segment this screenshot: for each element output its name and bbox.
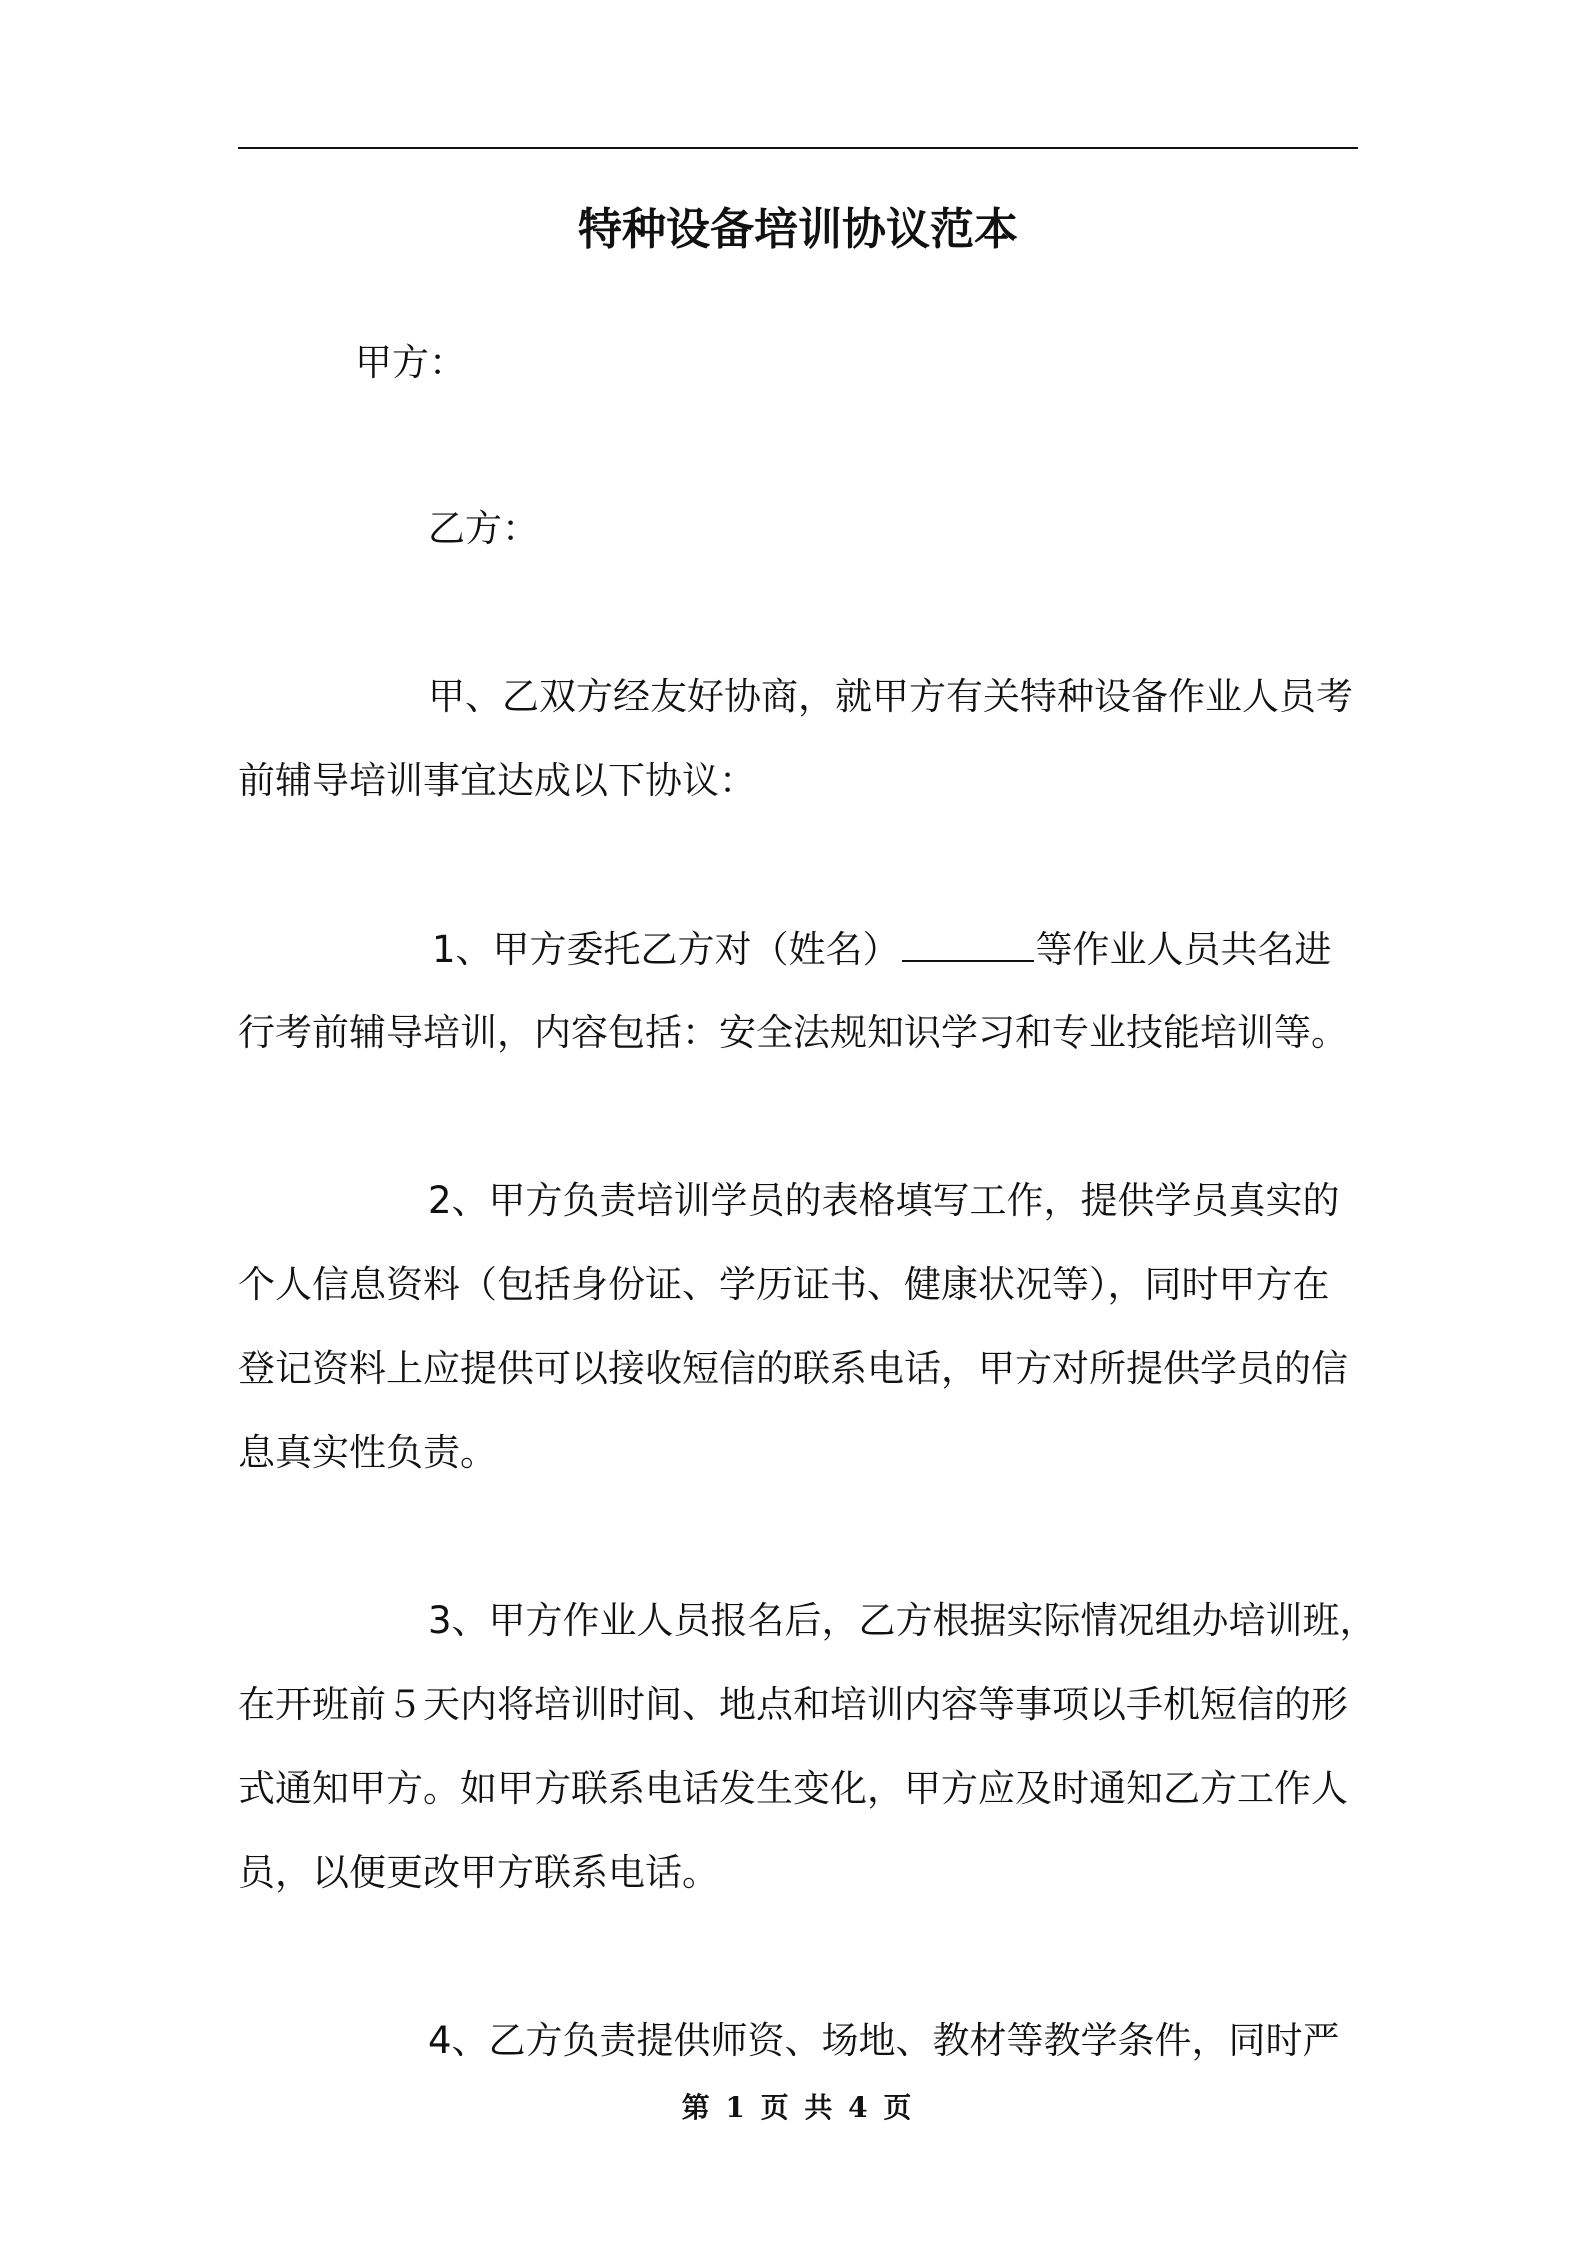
clause-3-line-1: 3、甲方作业人员报名后，乙方根据实际情况组办培训班， (428, 1599, 1377, 1642)
clause-2-line-4: 息真实性负责。 (238, 1431, 497, 1474)
intro-line-2: 前辅导培训事宜达成以下协议： (238, 759, 756, 802)
clause-2-line-2: 个人信息资料（包括身份证、学历证书、健康状况等），同时甲方在 (238, 1263, 1330, 1306)
document-title: 特种设备培训协议范本 (578, 204, 1018, 255)
clause-3-line-4: 员，以便更改甲方联系电话。 (238, 1851, 719, 1894)
clause-3-line-3: 式通知甲方。如甲方联系电话发生变化，甲方应及时通知乙方工作人 (238, 1767, 1348, 1810)
clause-3-line-2: 在开班前５天内将培训时间、地点和培训内容等事项以手机短信的形 (238, 1683, 1348, 1726)
clause-2-line-3: 登记资料上应提供可以接收短信的联系电话，甲方对所提供学员的信 (238, 1347, 1348, 1390)
party-a-label: 甲方： (355, 341, 466, 384)
clause-1-text-before-blank: 1、甲方委托乙方对（姓名） (432, 928, 900, 971)
clause-2-line-1: 2、甲方负责培训学员的表格填写工作，提供学员真实的 (428, 1179, 1340, 1222)
clause-1-line-1 (432, 924, 1332, 975)
clause-1-text-after-blank: 等作业人员共名进 (1035, 928, 1332, 971)
header-rule (238, 147, 1358, 149)
page-footer: 第 1 页 共 4 页 (681, 2091, 915, 2124)
clause-4-line-1: 4、乙方负责提供师资、场地、教材等教学条件，同时严 (428, 2019, 1340, 2062)
party-b-label: 乙方： (428, 507, 539, 550)
name-blank-line (902, 924, 1034, 962)
clause-1-line-2: 行考前辅导培训，内容包括：安全法规知识学习和专业技能培训等。 (238, 1011, 1348, 1054)
intro-line-1: 甲、乙双方经友好协商，就甲方有关特种设备作业人员考 (428, 675, 1353, 718)
